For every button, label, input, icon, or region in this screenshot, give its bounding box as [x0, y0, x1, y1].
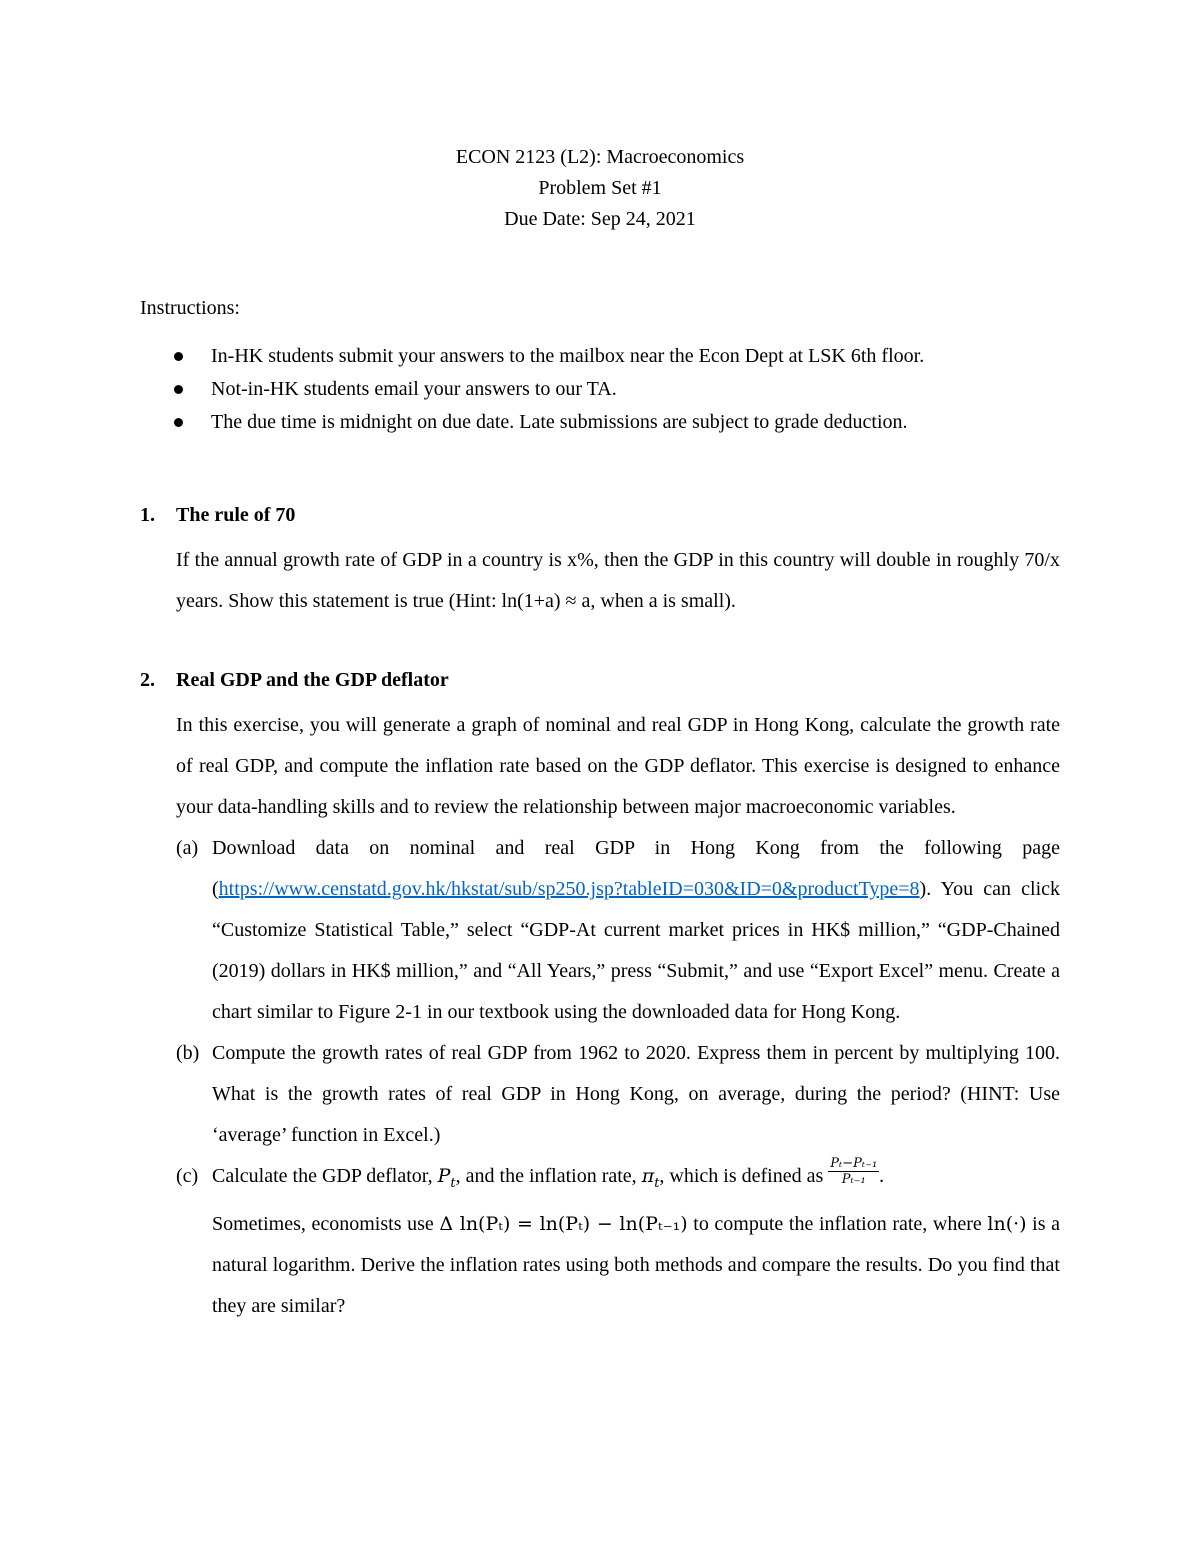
part-label: (a): [176, 837, 199, 859]
list-item: The due time is midnight on due date. Late submissions are subject to grade deduction.: [140, 408, 1100, 441]
problem-set-title: Problem Set #1: [538, 177, 662, 199]
censtatd-link[interactable]: https://www.censtatd.gov.hk/hkstat/sub/sp250.jsp?tableID=030&ID=0&productType=8: [218, 878, 920, 900]
question-title: The rule of 70: [176, 504, 296, 526]
question-2: [140, 665, 1060, 1327]
log-difference-equation: Δ ln(Pₜ) = ln(Pₜ) − ln(Pₜ₋₁): [439, 1212, 688, 1235]
inflation-fraction: $\frac{\text{Pₜ−Pₜ₋₁}}{\text{Pₜ₋₁}}$: [830, 1155, 878, 1187]
part-label: (b): [176, 1042, 200, 1064]
document-header: [0, 142, 1200, 235]
instructions-list: [140, 342, 1100, 441]
bullet-icon: [174, 352, 183, 361]
due-date: Due Date: Sep 24, 2021: [504, 208, 696, 230]
gdp-deflator-symbol: $P_t$: [437, 1165, 456, 1191]
ln-function: ln(·): [987, 1212, 1027, 1235]
question-number: 2.: [140, 669, 155, 691]
question-1: [140, 500, 1060, 622]
question-1-heading: [140, 500, 1060, 540]
question-number: 1.: [140, 504, 155, 526]
question-title: Real GDP and the GDP deflator: [176, 669, 449, 691]
bullet-icon: [174, 418, 183, 427]
list-item: Not-in-HK students email your answers to our TA.: [140, 375, 1100, 408]
part-a: (a) Download data on nominal and real GDP in Hong Kong from the following page (https://www.censtatd.gov.hk/hkstat/sub/sp250.jsp?tableID=030&ID=0&productType=8). You can click “Customize Statistical Table,” select “GDP-At current market prices in HK$ million,” “GDP-Chained (2019) dollars in HK$ million,” and “All Years,” press “Submit,” and use “Export Excel” menu. Create a chart similar to Figure 2-1 in our textbook using the downloaded data for Hong Kong.: [140, 828, 1060, 1033]
part-b: (b) Compute the growth rates of real GDP from 1962 to 2020. Express them in percent by multiplying 100. What is the growth rates of real GDP in Hong Kong, on average, during the period? (HINT: Use ‘average’ function in Excel.): [140, 1033, 1060, 1156]
question-2-intro: In this exercise, you will generate a graph of nominal and real GDP in Hong Kong, calculate the growth rate of real GDP, and compute the inflation rate based on the GDP deflator. This exercise is designed to enhance your data-handling skills and to review the relationship between major macroeconomic variables.: [176, 714, 1060, 818]
question-1-body: If the annual growth rate of GDP in a country is x%, then the GDP in this country will double in roughly 70/x years. Show this statement is true (Hint: ln(1+a) ≈ a, when a is small).: [176, 549, 1060, 612]
course-title: ECON 2123 (L2): Macroeconomics: [455, 146, 745, 168]
part-c: (c) Calculate the GDP deflator, $P_t$, and the inflation rate, $\pi_t$, which is defined as $\frac{\text{Pₜ−Pₜ₋₁}}{\text{Pₜ₋₁}}$ . Sometimes, economists use Δ ln(Pₜ) = ln(Pₜ) − ln(Pₜ₋₁) to compute the inflation rate, where ln(·) is a natural logarithm. Derive the inflation rates using both methods and compare the results. Do you find that they are similar?: [176, 1155, 1060, 1317]
instructions-label: Instructions:: [140, 297, 240, 319]
question-2-heading: [140, 665, 1060, 705]
list-item: In-HK students submit your answers to the mailbox near the Econ Dept at LSK 6th floor.: [140, 342, 1100, 375]
inflation-symbol: $\pi_t$: [641, 1165, 660, 1191]
bullet-icon: [174, 385, 183, 394]
part-label: (c): [176, 1165, 199, 1187]
